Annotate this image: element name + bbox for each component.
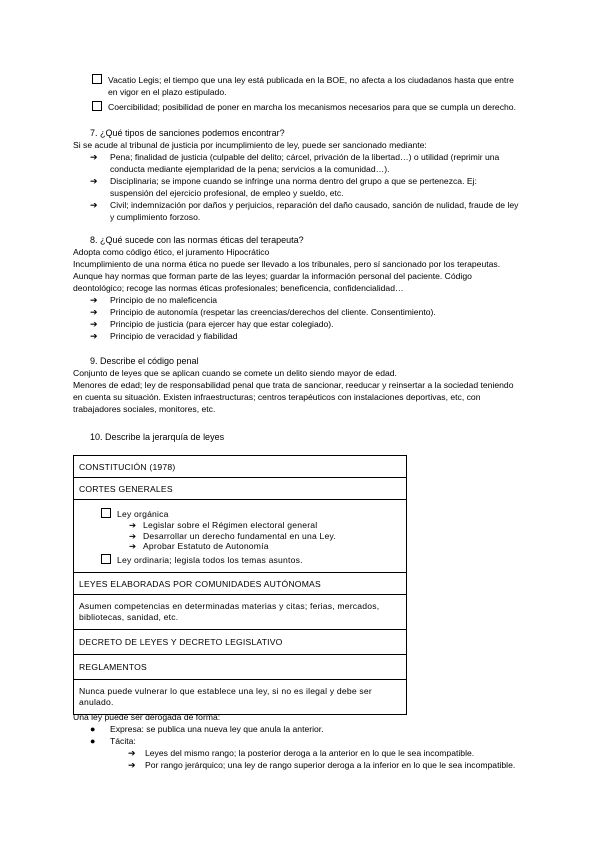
q8-line: Incumplimiento de una norma ética no puede ser llevado a los tribunales, pero sí sancionado por los terapeutas. [73, 259, 501, 269]
arrow-icon: ➔ [90, 331, 98, 341]
q7-item-text: suspensión del ejercicio profesional, de empleo y sueldo, etc. [110, 188, 344, 198]
q8-heading: 8. ¿Qué sucede con las normas éticas del terapeuta? [90, 235, 304, 245]
q7-item [90, 199, 560, 223]
q8-item [90, 330, 550, 342]
arrow-icon: ➔ [129, 541, 137, 551]
ley-organica-item-text: Aprobar Estatuto de Autonomía [143, 541, 269, 551]
tacita-item [128, 747, 568, 759]
arrow-icon: ➔ [90, 307, 98, 317]
arrow-icon: ➔ [90, 295, 98, 305]
row-cortes-generales: CORTES GENERALES [74, 478, 406, 500]
arrow-icon: ➔ [129, 530, 137, 541]
arrow-icon: ➔ [128, 748, 136, 758]
arrow-icon: ➔ [129, 520, 137, 530]
checkbox-icon[interactable] [92, 74, 102, 84]
row-autonomicas-desc [74, 595, 406, 630]
ley-ordinaria [79, 554, 401, 566]
derogacion-tacita-text: Tácita: [110, 736, 136, 746]
row-reglamentos: REGLAMENTOS [74, 655, 406, 680]
q9-line: en cuenta su situación. Existen infraestructuras; centros terapéuticos con instalaciones deportivas, etc, con [73, 392, 481, 402]
ley-organica-item [79, 520, 401, 531]
row-decreto: DECRETO DE LEYES Y DECRETO LEGISLATIVO [74, 630, 406, 655]
bullet-icon: ● [90, 724, 96, 734]
tacita-item [128, 759, 578, 771]
checkbox-item-coercibilidad [92, 101, 562, 113]
q8-item-text: Principio de autonomía (respetar las creencias/derechos del cliente. Consentimiento). [110, 307, 436, 317]
derogacion-expresa [90, 723, 324, 735]
q8-line: deontológico; recoge las normas éticas profesionales; beneficencia, confidencialidad… [73, 283, 404, 293]
q7-item [90, 175, 550, 199]
checkbox-icon[interactable] [92, 101, 102, 111]
q8-list [90, 294, 550, 342]
q9-heading: 9. Describe el código penal [90, 356, 199, 366]
checkbox-text: Vacatio Legis; el tiempo que una ley está publicada en la BOE, no afecta a los ciudadanos hasta que entre [108, 75, 514, 85]
row-leyes-cortes [74, 500, 406, 573]
q10-heading: 10. Describe la jerarquía de leyes [90, 432, 225, 442]
row-autonomicas: LEYES ELABORADAS POR COMUNIDADES AUTÓNOMAS [74, 573, 406, 595]
q9-line: Menores de edad; ley de responsabilidad penal que trata de sancionar, reeducar y reinsertar a la sociedad teniendo [73, 380, 514, 390]
arrow-icon: ➔ [128, 760, 136, 770]
q8-item-text: Principio de veracidad y fiabilidad [110, 331, 238, 341]
arrow-icon: ➔ [90, 200, 98, 210]
arrow-icon: ➔ [90, 319, 98, 329]
reglamentos-desc-line: Nunca puede vulnerar lo que establece una ley, si no es ilegal y debe ser [79, 685, 372, 696]
bullet-icon: ● [90, 736, 96, 746]
q9-paragraph [73, 367, 563, 415]
q8-item [90, 294, 550, 306]
autonomicas-desc-line: bibliotecas, sanidad, etc. [79, 611, 179, 622]
ley-ordinaria-label: Ley ordinaria; legisla todos los temas asuntos. [117, 554, 303, 565]
q8-item-text: Principio de justicia (para ejercer hay que estar colegiado). [110, 319, 334, 329]
arrow-icon: ➔ [90, 152, 98, 162]
q7-item-text: Civil; indemnización por daños y perjuicios, reparación del daño causado, sanción de nulidad, fraude de ley [110, 200, 519, 210]
q7-item-text: Disciplinaria; se impone cuando se infringe una norma dentro del grupo a que se pertenezca. Ej: [110, 176, 477, 186]
ley-organica-item-text: Desarrollar un derecho fundamental en una Ley. [143, 530, 336, 541]
q9-line: trabajadores sociales, monitores, etc. [73, 404, 216, 414]
derogacion-tacita [90, 735, 136, 747]
laws-hierarchy-table [73, 455, 407, 715]
q8-line: Adopta como código ético, el juramento Hipocrático [73, 247, 270, 257]
tacita-item-text: Leyes del mismo rango; la posterior deroga a la anterior en lo que le sea incompatible. [145, 748, 475, 758]
q8-item [90, 306, 550, 318]
checkbox-item-vacatio [92, 74, 552, 98]
tacita-item-text: Por rango jerárquico; una ley de rango superior deroga a la inferior en lo que le sea incompatible. [145, 760, 516, 770]
q8-item-text: Principio de no maleficencia [110, 295, 218, 305]
q7-item [90, 151, 550, 175]
derogacion-expresa-text: Expresa: se publica una nueva ley que anula la anterior. [110, 724, 324, 734]
q7-item-text: conducta mediante ejemplaridad de la pena; servicios a la comunidad…). [110, 164, 390, 174]
q7-heading: 7. ¿Qué tipos de sanciones podemos encontrar? [90, 128, 285, 138]
q7-intro: Si se acude al tribunal de justicia por incumplimiento de ley, puede ser sancionado mediante: [73, 140, 427, 150]
ley-organica-label: Ley orgánica [117, 509, 169, 519]
ley-organica [79, 508, 401, 520]
autonomicas-desc-line: Asumen competencias en determinadas materias y citas; ferias, mercados, [79, 600, 380, 611]
row-reglamentos-desc [74, 680, 406, 714]
ley-organica-item-text: Legislar sobre el Régimen electoral general [143, 520, 318, 530]
ley-organica-item [79, 541, 401, 552]
row-constitucion: CONSTITUCIÓN (1978) [74, 456, 406, 478]
reglamentos-desc-line: anulado. [79, 696, 114, 707]
derogacion-intro: Una ley puede ser derogada de forma: [73, 712, 221, 722]
q8-item [90, 318, 550, 330]
q8-line: Aunque hay normas que forman parte de las leyes; guardar la información personal del paciente. Código [73, 271, 472, 281]
checkbox-icon[interactable] [101, 554, 111, 564]
q8-paragraph [73, 246, 553, 294]
q7-item-text: y cumplimiento forzoso. [110, 212, 201, 222]
arrow-icon: ➔ [90, 176, 98, 186]
checkbox-text-cont: en vigor en el plazo estipulado. [108, 87, 227, 97]
checkbox-icon[interactable] [101, 508, 111, 518]
ley-organica-item [79, 531, 401, 542]
q9-line: Conjunto de leyes que se aplican cuando se comete un delito siendo mayor de edad. [73, 368, 397, 378]
q7-item-text: Pena; finalidad de justicia (culpable del delito; cárcel, privación de la libertad…) o utilidad (reprimir una [110, 152, 500, 162]
checkbox-text: Coercibilidad; posibilidad de poner en marcha los mecanismos necesarios para que se cumpla un derecho. [108, 102, 516, 112]
